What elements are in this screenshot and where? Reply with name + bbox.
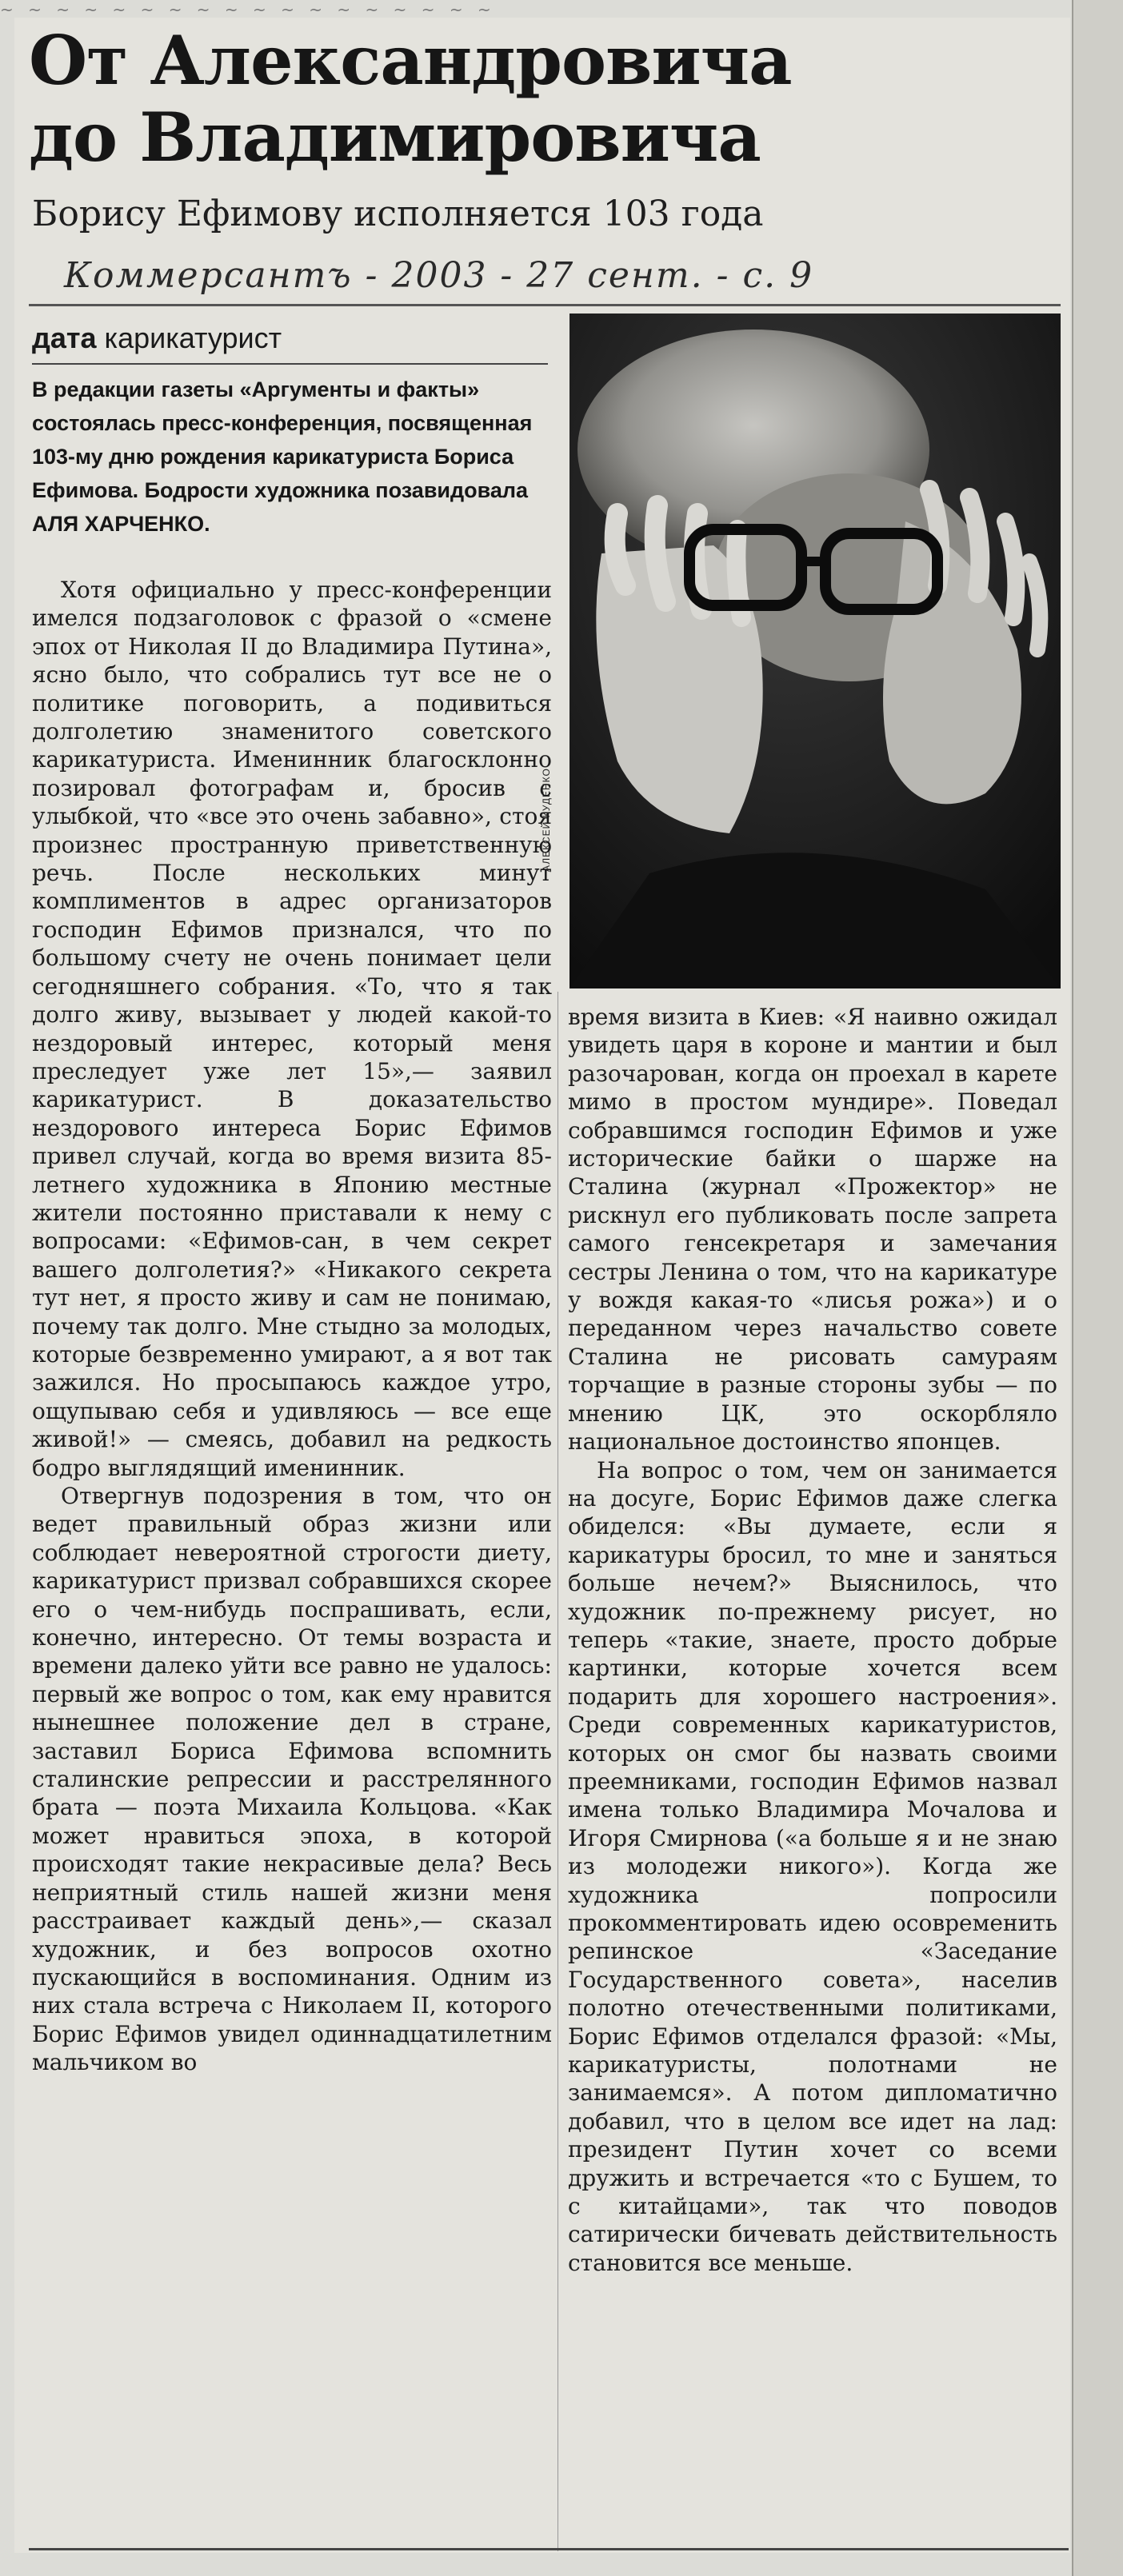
handwritten-underline [29, 304, 1061, 306]
paragraph: На вопрос о том, чем он занимается на досуге, Борис Ефимов даже слегка обиделся: «Вы думаете, если я карикатуры бросил, то мне и заняться больше нечем?» Выяснилось, что художник по-прежнему рисует, но теперь «такие, знаете, просто добрые картинки, которые хочется всем подарить для хорошего настроения». Среди современных карикатуристов, которых он смог бы назвать своими преемниками, господин Ефимов назвал имена только Владимира Мочалова и Игоря Смирнова («а больше я и не знаю из молодежи никого»). Когда же художника попросили прокомментировать идею осовременить репинское «Заседание Государственного совета», населив полотно отечественными политиками, Борис Ефимов отделался фразой: «Мы, карикатуристы, полотнами не занимаемся». А потом дипломатично добавил, что в целом все идет на лад: президент Путин хочет со всеми дружить и встречается «то с Бушем, то с китайцами», так что поводов сатирически бичевать действительность становится все меньше. [568, 1456, 1057, 2276]
article-column-2 [568, 1003, 1057, 2277]
headline [29, 22, 1061, 176]
headline-line-2: до Владимировича [29, 98, 761, 177]
article-column-1 [32, 576, 552, 2077]
lead-text: В редакции газеты «Аргументы и факты» состоялась пресс-конференция, посвященная 103-му дню рождения карикатуриста Бориса Ефимова. Бодрости художника позавидовала [32, 377, 533, 502]
lead-author: АЛЯ ХАРЧЕНКО. [32, 512, 210, 536]
portrait-photo [569, 314, 1061, 988]
lead-paragraph [32, 373, 552, 541]
handwritten-source-note: Коммерсантъ - 2003 - 27 сент. - с. 9 [64, 255, 814, 296]
paragraph: время визита в Киев: «Я наивно ожидал увидеть царя в короне и мантии и был разочарован, когда он проехал в карете мимо в простом мундире». Поведал собравшимся господин Ефимов и уже исторические байки о шарже на Сталина (журнал «Прожектор» не рискнул его публиковать после запрета самого генсекретаря и замечания сестры Ленина о том, что на карикатуре у вождя какая-то «лисья рожа») и о переданном через начальство совете Сталина не рисовать самураям торчащие в разные стороны зубы — по мнению ЦК, это оскорбляло национальное достоинство японцев. [568, 1004, 1057, 1456]
paragraph: Отвергнув подозрения в том, что он ведет правильный образ жизни или соблюдает невероятной строгости диету, карикатурист призвал собравшихся скорее его о чем-нибудь поспрашивать, если, конечно, интересно. От темы возраста и времени далеко уйти все равно не удалось: первый же вопрос о том, как ему нравится нынешнее положение дел в стране, заставил Бориса Ефимова вспомнить сталинские репрессии и расстрелянного брата — поэта Михаила Кольцова. «Как может нравиться эпоха, в которой происходят такие некрасивые дела? Весь неприятный стиль нашей жизни меня расстраивает каждый день»,— сказал художник, и без вопросов охотно пускающийся в воспоминания. Одним из них стала встреча с Николаем II, которого Борис Ефимов увидел одиннадцатилетним мальчиком во [32, 1483, 552, 2076]
bottom-rule [29, 2548, 1069, 2550]
subheadline: Борису Ефимову исполняется 103 года [32, 194, 764, 234]
rubric-category: карикатурист [104, 322, 282, 354]
photo-credit: АЛЕКСЕЙ КУДЕНКО [541, 768, 552, 872]
rubric [32, 318, 528, 358]
rubric-divider [32, 363, 548, 365]
rubric-label: дата [32, 322, 97, 354]
paragraph: Хотя официально у пресс-конференции имелся подзаголовок с фразой о «смене эпох от Николая II до Владимира Путина», ясно было, что собрались тут все не о политике поговорить, а подивиться долголетию знаменитого советского карикатуриста. Именинник благосклонно позировал фотографам и, бросив с улыбкой, что «все это очень забавно», стоя произнес пространную приветственную речь. После нескольких минут комплиментов в адрес организаторов господин Ефимов признался, что по большому счету не очень понимает цели сегодняшнего собрания. «То, что я так долго живу, вызывает у людей какой-то нездоровый интерес, который меня преследует уже лет 15»,— заявил карикатурист. В доказательство нездорового интереса Борис Ефимов привел случай, когда во время визита 85-летнего художника в Японию местные жители постоянно приставали к нему с вопросами: «Ефимов-сан, в чем секрет вашего долголетия?» «Никакого секрета тут нет, я просто живу и сам не понимаю, почему так долго. Мне стыдно за молодых, которые безвременно умирают, а я вот так зажился. Но просыпаюсь каждое утро, ощупываю себя и удивляюсь — все еще живой!» — смеясь, добавил на редкость бодро выглядящий именинник. [32, 577, 552, 1481]
headline-line-1: От Александровича [29, 21, 792, 100]
top-margin-scribble: ~ ~ ~ ~ ~ ~ ~ ~ ~ ~ ~ ~ ~ ~ ~ ~ ~ ~ [0, 0, 496, 18]
portrait-photo-image [569, 314, 1061, 988]
adjacent-page-edge [1072, 0, 1123, 2576]
